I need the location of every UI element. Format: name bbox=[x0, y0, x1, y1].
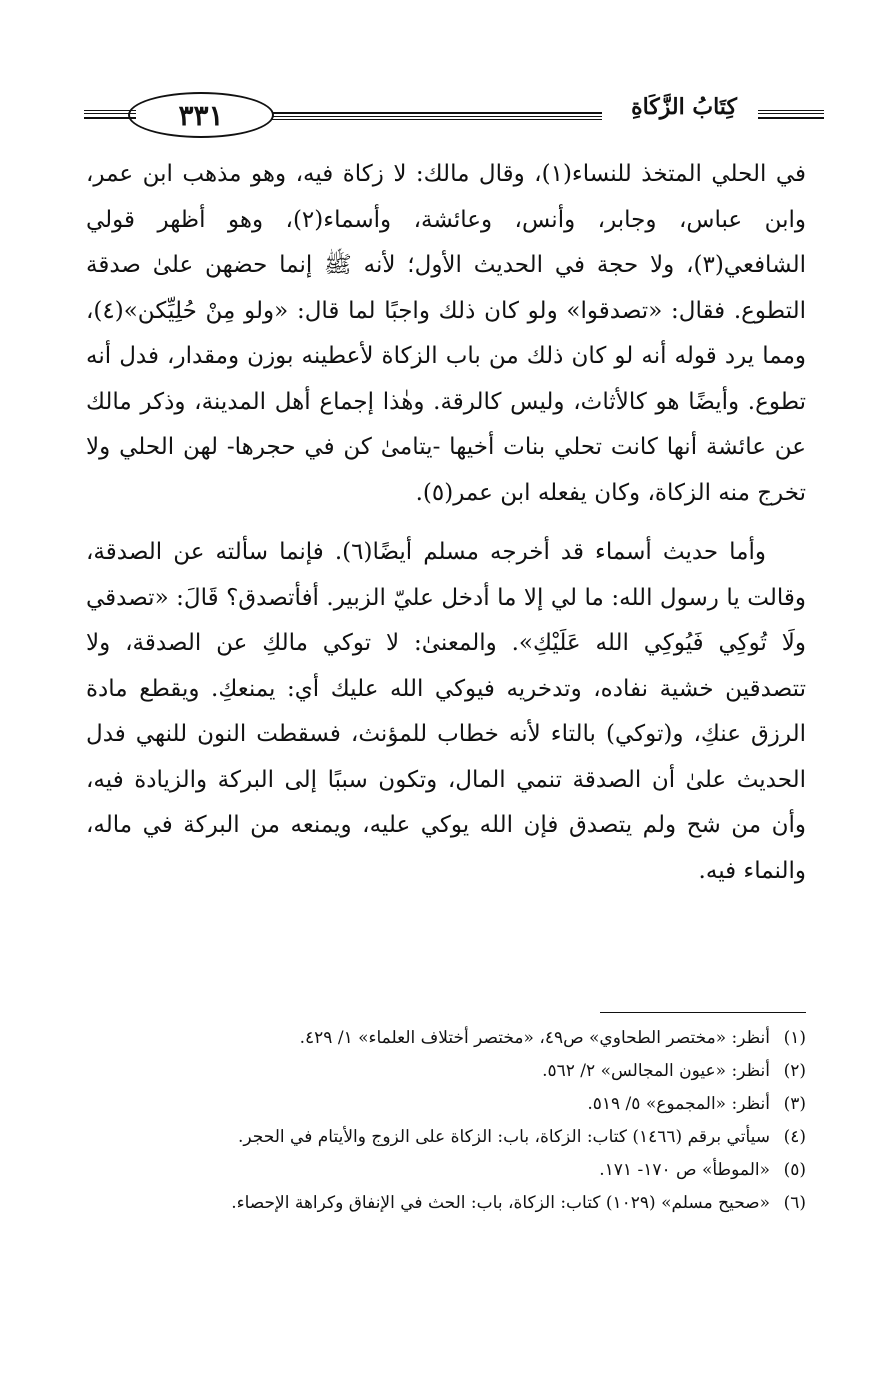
main-text bbox=[86, 152, 806, 894]
footnote-text: أنظر: «عيون المجالس» ٢/ ٥٦٢. bbox=[542, 1061, 770, 1081]
footnote bbox=[80, 1121, 806, 1154]
footnote-text: سيأتي برقم (١٤٦٦) كتاب: الزكاة، باب: الزكاة على الزوج والأيتام في الحجر. bbox=[238, 1127, 770, 1147]
footnote bbox=[80, 1022, 806, 1055]
footnote bbox=[80, 1088, 806, 1121]
paragraph: في الحلي المتخذ للنساء(١)، وقال مالك: لا زكاة فيه، وهو مذهب ابن عمر، وابن عباس، وجابر، وأنس، وعائشة، وأسماء(٢)، وهو أظهر قولي الشافعي(٣)، ولا حجة في الحديث الأول؛ لأنه ﷺ إنما حضهن علىٰ صدقة التطوع. فقال: «تصدقوا» ولو كان ذلك واجبًا لما قال: «ولو مِنْ حُلِيِّكن»(٤)، ومما يرد قوله أنه لو كان ذلك من باب الزكاة لأعطينه بوزن ومقدار، فدل أنه تطوع. وأيضًا هو كالأثاث، وليس كالرقة. وهٰذا إجماع أهل المدينة، وذكر مالك عن عائشة أنها كانت تحلي بنات أخيها -يتامىٰ كن في حجرها- لهن الحلي ولا تخرج منه الزكاة، وكان يفعله ابن عمر(٥). bbox=[86, 161, 806, 506]
footnotes bbox=[80, 1022, 806, 1220]
page-number: ٣٣١ bbox=[128, 92, 274, 138]
footnote-number: (٦) bbox=[783, 1193, 806, 1213]
footnote-separator bbox=[600, 1012, 806, 1013]
footnote-number: (١) bbox=[783, 1028, 806, 1048]
footnote bbox=[80, 1187, 806, 1220]
footnote-number: (٢) bbox=[783, 1061, 806, 1081]
footnote-text: «صحيح مسلم» (١٠٢٩) كتاب: الزكاة، باب: الحث في الإنفاق وكراهة الإحصاء. bbox=[231, 1193, 770, 1213]
footnote-text: «الموطأ» ص ١٧٠- ١٧١. bbox=[599, 1160, 770, 1180]
footnote-text: أنظر: «المجموع» ٥/ ٥١٩. bbox=[587, 1094, 770, 1114]
footnote-number: (٥) bbox=[783, 1160, 806, 1180]
footnote bbox=[80, 1154, 806, 1187]
footnote-number: (٣) bbox=[783, 1094, 806, 1114]
header-rule-right bbox=[758, 110, 824, 119]
header-rule-middle bbox=[272, 112, 602, 120]
page-header bbox=[84, 92, 824, 152]
footnote-number: (٤) bbox=[783, 1127, 806, 1147]
paragraph: وأما حديث أسماء قد أخرجه مسلم أيضًا(٦). فإنما سألته عن الصدقة، وقالت يا رسول الله: ما لي إلا ما أدخل عليّ الزبير. أفأتصدق؟ قَالَ: «تصدقي ولَا تُوكِي فَيُوكِي الله عَلَيْكِ». والمعنىٰ: لا توكي مالكِ عن الصدقة، ولا تتصدقين خشية نفاده، وتدخريه فيوكي الله عليك أي: يمنعكِ. ويقطع مادة الرزق عنكِ، و(توكي) بالتاء لأنه خطاب للمؤنث، فسقطت النون للنهي فدل الحديث علىٰ أن الصدقة تنمي المال، وتكون سببًا إلى البركة والزيادة فيه، وأن من شح ولم يتصدق فإن الله يوكي عليه، ويمنعه من البركة في ماله، والنماء فيه. bbox=[86, 539, 806, 884]
footnote bbox=[80, 1055, 806, 1088]
footnote-text: أنظر: «مختصر الطحاوي» ص٤٩، «مختصر أختلاف العلماء» ١/ ٤٢٩. bbox=[299, 1028, 770, 1048]
running-title: كِتَابُ الزَّكَاةِ bbox=[631, 94, 737, 120]
